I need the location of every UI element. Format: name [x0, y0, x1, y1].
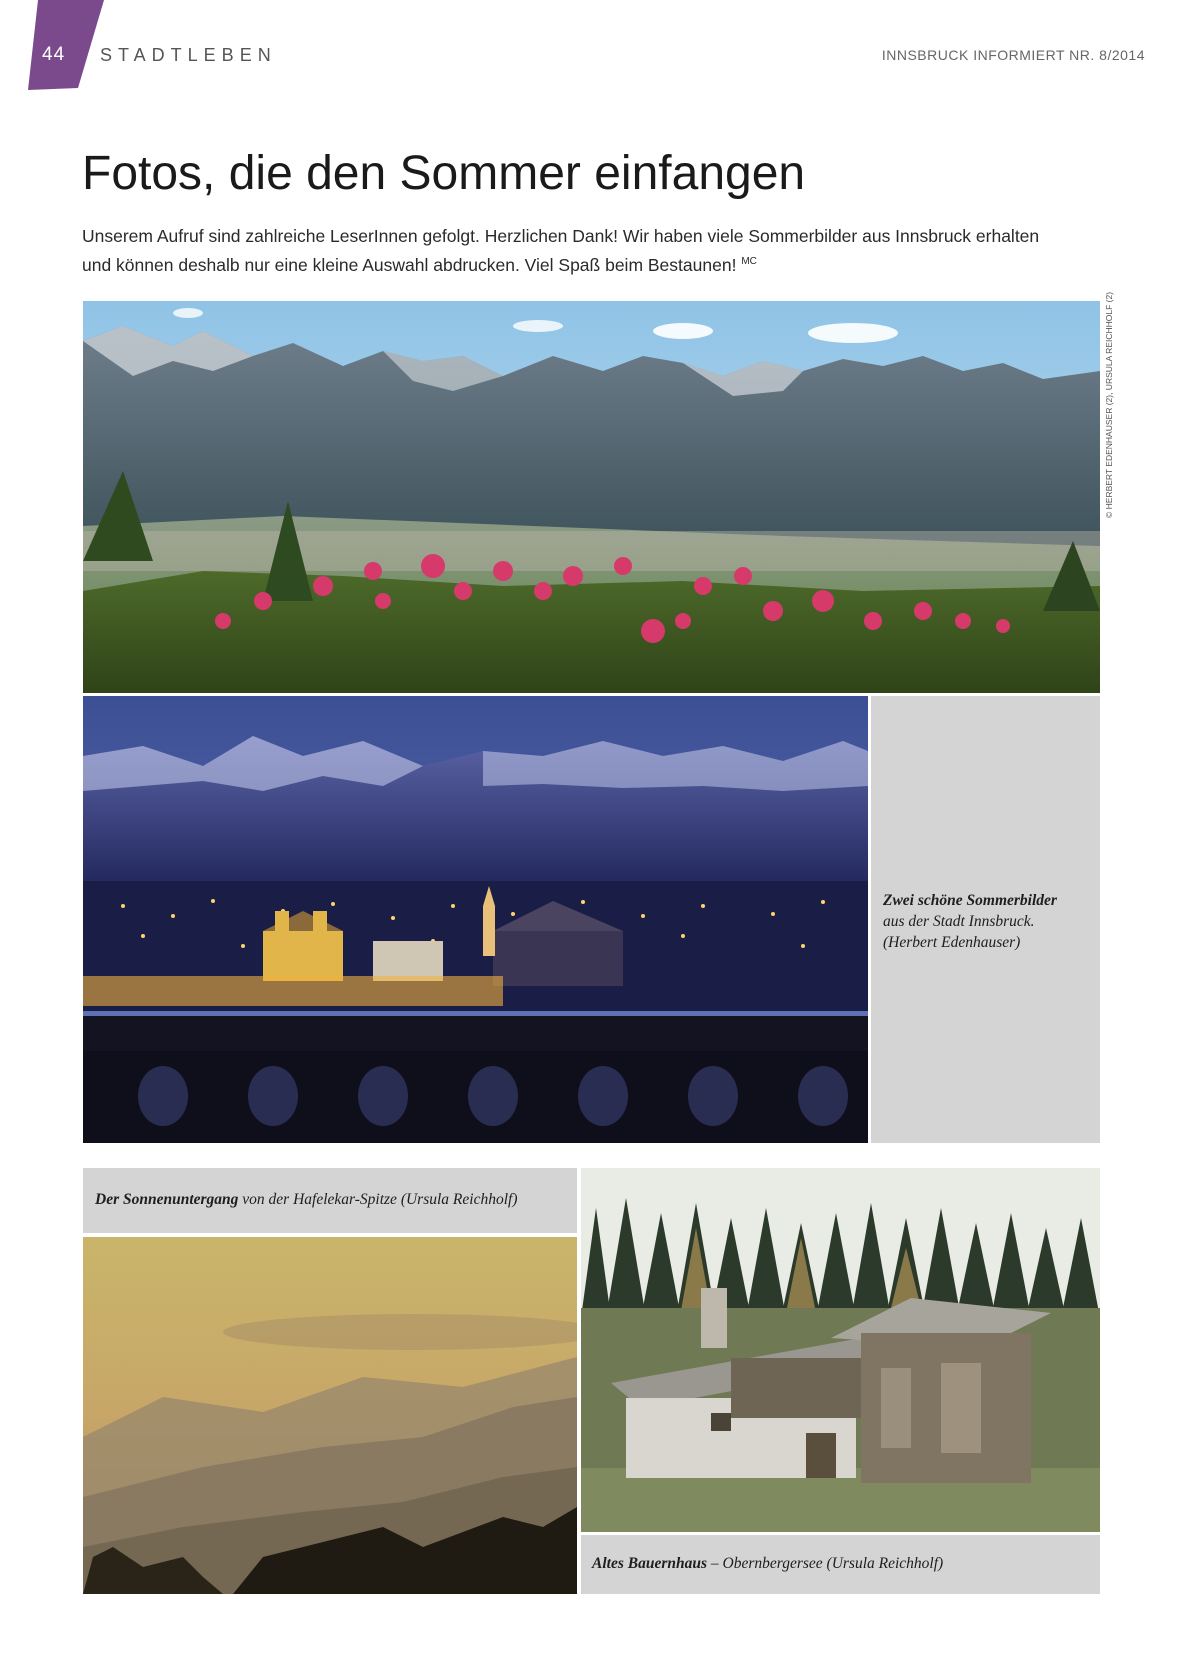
- caption-rest: von der Hafelekar-Spitze (Ursula Reichholf): [238, 1191, 518, 1208]
- article-title: Fotos, die den Sommer einfangen: [82, 147, 806, 200]
- caption-rest: – Obernbergersee (Ursula Reichholf): [707, 1555, 944, 1572]
- caption-line: (Herbert Edenhauser): [883, 934, 1021, 951]
- sunset-photo-caption: [95, 1191, 517, 1209]
- article-intro: [82, 224, 1042, 278]
- caption-bold: Der Sonnenuntergang: [95, 1191, 239, 1208]
- farmhouse-photo-caption: [592, 1555, 943, 1573]
- innsbruck-night-panorama-photo: [83, 696, 868, 1143]
- sunset-haze-mountains-photo: [83, 1237, 577, 1594]
- caption-bold: Altes Bauernhaus: [592, 1555, 708, 1572]
- page-number: 44: [42, 44, 66, 65]
- intro-text: Unserem Aufruf sind zahlreiche LeserInnen gefolgt. Herzlichen Dank! Wir haben viele Sommerbilder aus Innsbruck erhalten und können deshalb nur eine kleine Auswahl abdrucken. Viel Spaß beim Bestaunen!: [82, 226, 1040, 275]
- section-title: STADTLEBEN: [100, 45, 277, 65]
- photo-credit: [1100, 291, 1116, 520]
- alpine-roses-over-innsbruck-photo: [83, 301, 1100, 693]
- night-photo-caption: [883, 890, 1093, 953]
- author-initials: MC: [741, 256, 757, 267]
- page-number-tab: [28, 0, 104, 90]
- issue-label: INNSBRUCK INFORMIERT NR. 8/2014: [881, 47, 1145, 63]
- old-farmhouse-photo: [581, 1168, 1100, 1532]
- caption-line: aus der Stadt Innsbruck.: [883, 913, 1035, 930]
- photo-credit-text: © HERBERT EDENHAUSER (2), URSULA REICHHOLF (2): [1104, 291, 1114, 518]
- caption-bold: Zwei schöne Sommerbilder: [883, 892, 1057, 909]
